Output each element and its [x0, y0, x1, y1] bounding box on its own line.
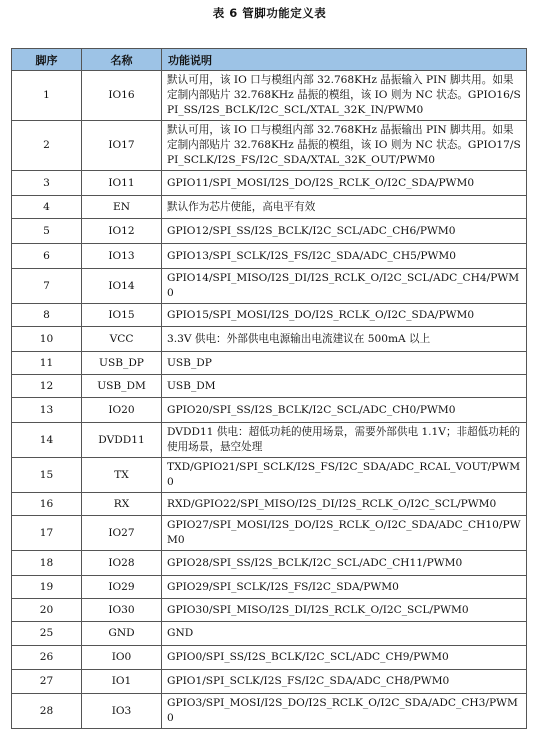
pin-description-cell: USB_DM [162, 375, 527, 398]
pin-description-cell: RXD/GPIO22/SPI_MISO/I2S_DI/I2S_RCLK_O/I2C_SCL/PWM0 [162, 493, 527, 516]
pin-number-cell: 14 [12, 423, 82, 458]
pin-description-cell: 默认可用，该 IO 口与模组内部 32.768KHz 晶振输入 PIN 脚共用。如果定制内部贴片 32.768KHz 晶振的模组，该 IO 则为 NC 状态。GPIO16/SPI_SS/I2S_BCLK/I2C_SCL/XTAL_32K_IN/PWM0 [162, 71, 527, 121]
pin-name-cell: IO20 [82, 398, 162, 423]
pin-name-cell: IO15 [82, 304, 162, 327]
pin-name-cell: VCC [82, 327, 162, 352]
table-title: 表 6 管脚功能定义表 [212, 6, 327, 20]
pin-name-cell: IO14 [82, 269, 162, 304]
pin-number-cell: 11 [12, 352, 82, 375]
table-header-row [12, 49, 527, 71]
pin-description-cell: GPIO12/SPI_SS/I2S_BCLK/I2C_SCL/ADC_CH6/PWM0 [162, 219, 527, 244]
pin-number-cell: 4 [12, 196, 82, 219]
pin-name-cell: IO13 [82, 244, 162, 269]
pin-description-cell: GPIO1/SPI_SCLK/I2S_FS/I2C_SDA/ADC_CH8/PWM0 [162, 670, 527, 694]
pin-name-cell: IO29 [82, 576, 162, 599]
table-row [12, 646, 527, 670]
pin-description-cell: TXD/GPIO21/SPI_SCLK/I2S_FS/I2C_SDA/ADC_RCAL_VOUT/PWM0 [162, 458, 527, 493]
table-row [12, 352, 527, 375]
pin-name-cell: USB_DM [82, 375, 162, 398]
pin-description-cell: GND [162, 622, 527, 646]
pin-description-cell: GPIO14/SPI_MISO/I2S_DI/I2S_RCLK_O/I2C_SCL/ADC_CH4/PWM0 [162, 269, 527, 304]
table-row [12, 551, 527, 576]
pin-number-cell: 20 [12, 599, 82, 622]
table-row [12, 694, 527, 729]
pin-number-cell: 18 [12, 551, 82, 576]
pin-description-cell: 默认可用，该 IO 口与模组内部 32.768KHz 晶振输出 PIN 脚共用。如果定制内部贴片 32.768KHz 晶振的模组，该 IO 则为 NC 状态。GPIO17/SPI_SCLK/I2S_FS/I2C_SDA/XTAL_32K_OUT/PWM0 [162, 121, 527, 171]
pin-number-cell: 28 [12, 694, 82, 729]
pin-number-cell: 25 [12, 622, 82, 646]
pin-number-cell: 17 [12, 516, 82, 551]
table-row [12, 398, 527, 423]
header-pin-number: 脚序 [12, 49, 82, 71]
table-row [12, 516, 527, 551]
table-row [12, 269, 527, 304]
pin-number-cell: 2 [12, 121, 82, 171]
table-row [12, 670, 527, 694]
table-row [12, 458, 527, 493]
pin-name-cell: IO11 [82, 171, 162, 196]
pin-name-cell: IO28 [82, 551, 162, 576]
pin-definition-table [11, 48, 527, 729]
table-row [12, 171, 527, 196]
table-row [12, 71, 527, 121]
pin-number-cell: 12 [12, 375, 82, 398]
pin-name-cell: DVDD11 [82, 423, 162, 458]
table-row [12, 327, 527, 352]
pin-number-cell: 7 [12, 269, 82, 304]
table-row [12, 304, 527, 327]
table-row [12, 121, 527, 171]
pin-number-cell: 8 [12, 304, 82, 327]
pin-name-cell: IO27 [82, 516, 162, 551]
table-row [12, 599, 527, 622]
pin-name-cell: EN [82, 196, 162, 219]
pin-name-cell: GND [82, 622, 162, 646]
pin-number-cell: 13 [12, 398, 82, 423]
pin-description-cell: GPIO27/SPI_MOSI/I2S_DO/I2S_RCLK_O/I2C_SDA/ADC_CH10/PWM0 [162, 516, 527, 551]
pin-name-cell: USB_DP [82, 352, 162, 375]
pin-description-cell: GPIO13/SPI_SCLK/I2S_FS/I2C_SDA/ADC_CH5/PWM0 [162, 244, 527, 269]
pin-description-cell: GPIO11/SPI_MOSI/I2S_DO/I2S_RCLK_O/I2C_SDA/PWM0 [162, 171, 527, 196]
pin-number-cell: 10 [12, 327, 82, 352]
table-row [12, 576, 527, 599]
table-row [12, 219, 527, 244]
pin-number-cell: 16 [12, 493, 82, 516]
pin-description-cell: GPIO20/SPI_SS/I2S_BCLK/I2C_SCL/ADC_CH0/PWM0 [162, 398, 527, 423]
table-row [12, 622, 527, 646]
pin-description-cell: GPIO28/SPI_SS/I2S_BCLK/I2C_SCL/ADC_CH11/PWM0 [162, 551, 527, 576]
pin-name-cell: RX [82, 493, 162, 516]
pin-number-cell: 6 [12, 244, 82, 269]
pin-description-cell: GPIO15/SPI_MOSI/I2S_DO/I2S_RCLK_O/I2C_SDA/PWM0 [162, 304, 527, 327]
pin-description-cell: 3.3V 供电：外部供电电源输出电流建议在 500mA 以上 [162, 327, 527, 352]
pin-number-cell: 5 [12, 219, 82, 244]
pin-description-cell: GPIO3/SPI_MOSI/I2S_DO/I2S_RCLK_O/I2C_SDA/ADC_CH3/PWM0 [162, 694, 527, 729]
header-function-description: 功能说明 [162, 49, 527, 71]
header-pin-name: 名称 [82, 49, 162, 71]
pin-description-cell: GPIO29/SPI_SCLK/I2S_FS/I2C_SDA/PWM0 [162, 576, 527, 599]
pin-name-cell: IO1 [82, 670, 162, 694]
table-row [12, 244, 527, 269]
table-row [12, 196, 527, 219]
pin-description-cell: 默认作为芯片使能，高电平有效 [162, 196, 527, 219]
pin-name-cell: IO16 [82, 71, 162, 121]
pin-name-cell: IO3 [82, 694, 162, 729]
table-row [12, 375, 527, 398]
pin-description-cell: USB_DP [162, 352, 527, 375]
pin-name-cell: TX [82, 458, 162, 493]
table-row [12, 423, 527, 458]
pin-number-cell: 1 [12, 71, 82, 121]
pin-number-cell: 26 [12, 646, 82, 670]
pin-number-cell: 15 [12, 458, 82, 493]
pin-number-cell: 3 [12, 171, 82, 196]
pin-name-cell: IO17 [82, 121, 162, 171]
pin-number-cell: 27 [12, 670, 82, 694]
pin-name-cell: IO0 [82, 646, 162, 670]
pin-description-cell: GPIO30/SPI_MISO/I2S_DI/I2S_RCLK_O/I2C_SCL/PWM0 [162, 599, 527, 622]
pin-description-cell: GPIO0/SPI_SS/I2S_BCLK/I2C_SCL/ADC_CH9/PWM0 [162, 646, 527, 670]
pin-description-cell: DVDD11 供电：超低功耗的使用场景，需要外部供电 1.1V；非超低功耗的使用场景，悬空处理 [162, 423, 527, 458]
pin-name-cell: IO30 [82, 599, 162, 622]
table-body [12, 71, 527, 729]
pin-number-cell: 19 [12, 576, 82, 599]
pin-name-cell: IO12 [82, 219, 162, 244]
table-row [12, 493, 527, 516]
